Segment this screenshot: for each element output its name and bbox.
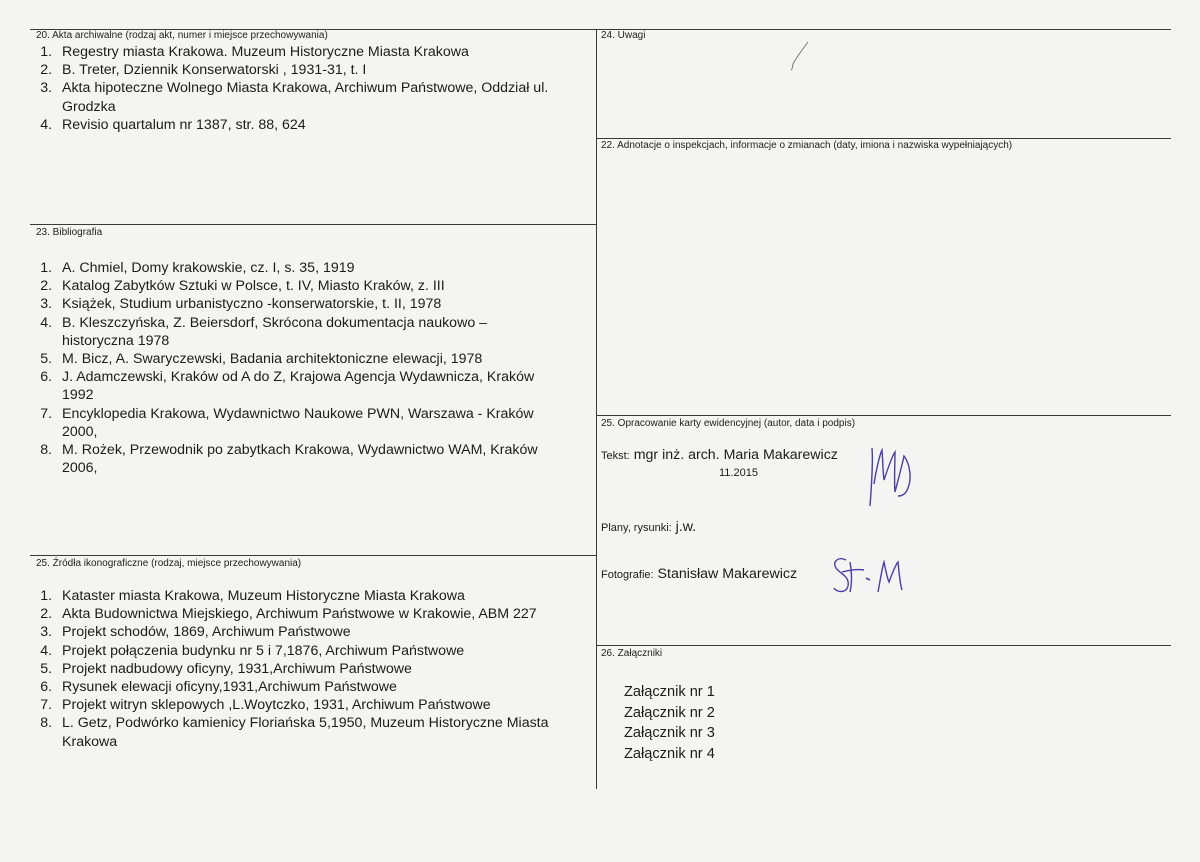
list-item: 1. A. Chmiel, Domy krakowskie, cz. I, s. 35, 1919 (56, 259, 560, 277)
attachment-item: Załącznik nr 1 (624, 684, 715, 700)
attachment-item: Załącznik nr 2 (624, 704, 715, 721)
section-22-title: 22. Adnotacje o inspekcjach, informacje o zmianach (daty, imiona i nazwiska wypełniających) (601, 140, 1013, 151)
attachments-list (624, 682, 715, 764)
list-item: 1. Kataster miasta Krakowa, Muzeum Historyczne Miasta Krakowa (56, 587, 576, 605)
section-20-title: 20. Akta archiwalne (rodzaj akt, numer i miejsce przechowywania) (36, 30, 328, 41)
photos-label: Fotografie: (601, 569, 654, 581)
attachment-item: Załącznik nr 4 (624, 745, 715, 762)
list-item: 6. Rysunek elewacji oficyny,1931,Archiwum Państwowe (56, 678, 576, 696)
photographer-signature-icon (828, 552, 912, 600)
list-item: 8. M. Rożek, Przewodnik po zabytkach Krakowa, Wydawnictwo WAM, Kraków 2006, (56, 441, 560, 477)
pen-stroke-mark (786, 40, 816, 72)
section-24-title: 24. Uwagi (601, 30, 646, 41)
archival-records-list (0, 43, 556, 134)
rule-26 (597, 645, 1171, 646)
bibliography-list (0, 259, 560, 477)
rule-23 (30, 224, 596, 225)
text-author-row (601, 446, 838, 465)
list-item: 5. Projekt nadbudowy oficyny, 1931,Archiwum Państwowe (56, 660, 576, 678)
author-signature-icon (864, 440, 920, 510)
list-item: 3. Projekt schodów, 1869, Archiwum Państwowe (56, 623, 576, 641)
column-divider (596, 29, 597, 789)
list-item: 5. M. Bicz, A. Swaryczewski, Badania architektoniczne elewacji, 1978 (56, 350, 560, 368)
section-25-author-title: 25. Opracowanie karty ewidencyjnej (autor, data i podpis) (601, 418, 856, 429)
list-item: 3. Książek, Studium urbanistyczno -konserwatorskie, t. II, 1978 (56, 295, 560, 313)
section-26-title: 26. Załączniki (601, 648, 663, 659)
section-25-iconographic-title: 25. Źródła ikonograficzne (rodzaj, miejsce przechowywania) (36, 558, 302, 569)
rule-25-opracowanie (597, 415, 1171, 416)
iconographic-sources-list (0, 587, 576, 751)
list-item: 4. B. Kleszczyńska, Z. Beiersdorf, Skrócona dokumentacja naukowo – historyczna 1978 (56, 314, 560, 350)
photos-row (601, 565, 797, 584)
section-23-title: 23. Bibliografia (36, 227, 103, 238)
list-item: 2. Akta Budownictwa Miejskiego, Archiwum Państwowe w Krakowie, ABM 227 (56, 605, 576, 623)
text-author-value: mgr inż. arch. Maria Makarewicz (633, 447, 838, 463)
list-item: 2. B. Treter, Dziennik Konserwatorski , 1931-31, t. I (56, 61, 556, 79)
rule-22 (597, 138, 1171, 139)
list-item: 2. Katalog Zabytków Sztuki w Polsce, t. IV, Miasto Kraków, z. III (56, 277, 560, 295)
plans-value: j.w. (675, 519, 697, 535)
list-item: 8. L. Getz, Podwórko kamienicy Floriańska 5,1950, Muzeum Historyczne Miasta Krakowa (56, 714, 576, 750)
attachment-item: Załącznik nr 3 (624, 725, 715, 741)
plans-row (601, 518, 696, 537)
list-item: 1. Regestry miasta Krakowa. Muzeum Historyczne Miasta Krakowa (56, 43, 556, 61)
list-item: 6. J. Adamczewski, Kraków od A do Z, Krajowa Agencja Wydawnicza, Kraków 1992 (56, 368, 560, 404)
author-date: 11.2015 (719, 467, 758, 479)
text-label: Tekst: (601, 450, 630, 462)
list-item: 7. Encyklopedia Krakowa, Wydawnictwo Naukowe PWN, Warszawa - Kraków 2000, (56, 405, 560, 441)
list-item: 4. Revisio quartalum nr 1387, str. 88, 624 (56, 116, 556, 134)
plans-label: Plany, rysunki: (601, 522, 672, 534)
list-item: 4. Projekt połączenia budynku nr 5 i 7,1876, Archiwum Państwowe (56, 642, 576, 660)
photos-value: Stanisław Makarewicz (657, 566, 798, 582)
list-item: 7. Projekt witryn sklepowych ,L.Woytczko, 1931, Archiwum Państwowe (56, 696, 576, 714)
list-item: 3. Akta hipoteczne Wolnego Miasta Krakowa, Archiwum Państwowe, Oddział ul. Grodzka (56, 79, 556, 115)
rule-25-zrodla (30, 555, 596, 556)
